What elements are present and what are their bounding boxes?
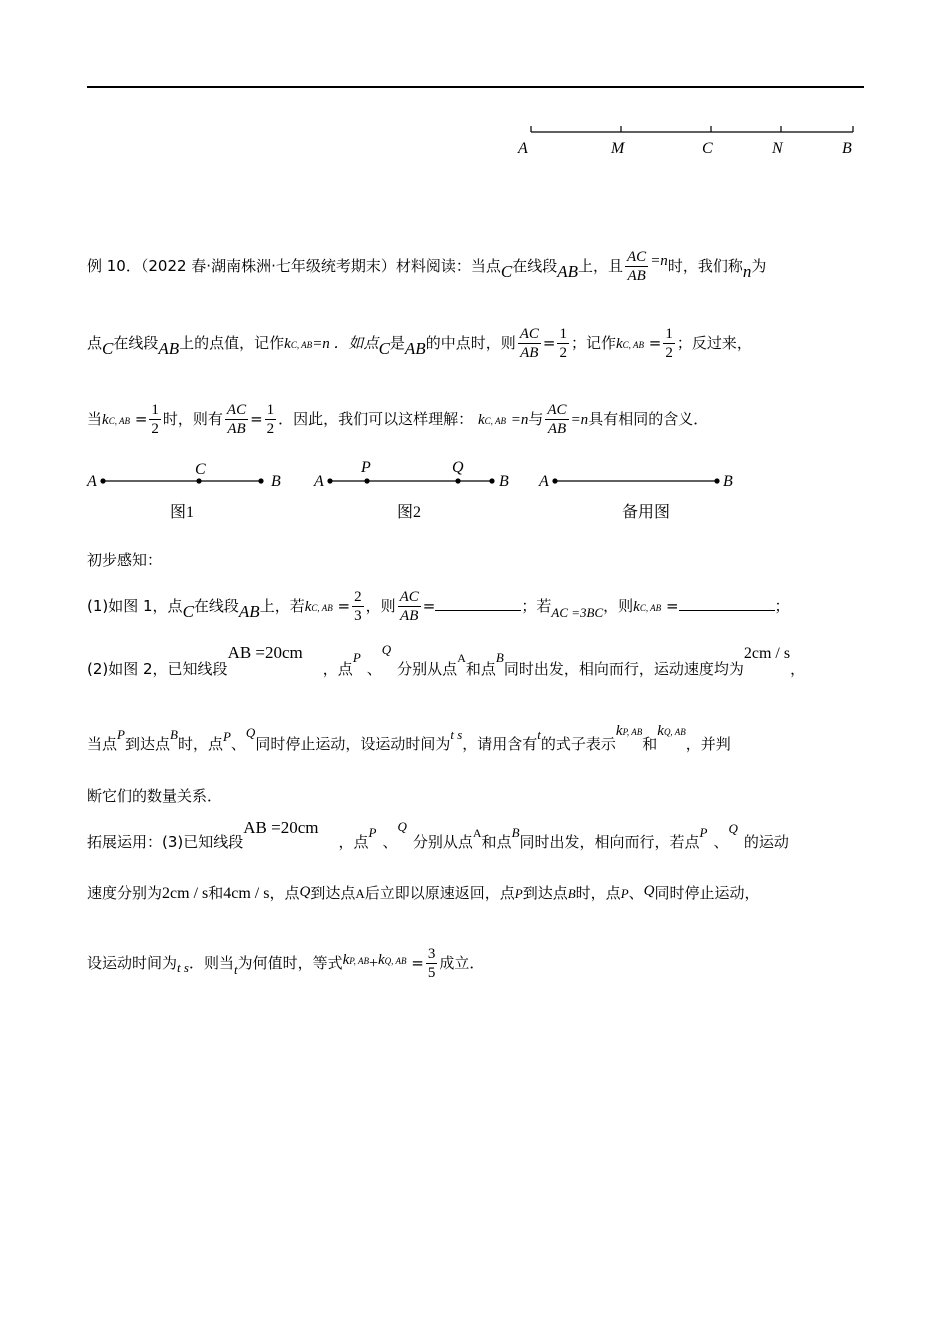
section-initial: 初步感知： (87, 551, 163, 569)
question-2-line-3: 断它们的数量关系． (87, 787, 223, 805)
example-line-2: 点C在线段AB上的点值，记作kC, AB=n ．如点C是AB的中点时，则 $\frac{AC}{AB}$ = $\frac{1}{2}$ ；记作kC, AB = $\frac{1}{2}$ ；反过来， (87, 326, 752, 361)
svg-text:A: A (314, 473, 324, 490)
figure-2-caption: 图2 (397, 504, 422, 521)
svg-text:Q: Q (452, 459, 464, 476)
figure-2 (313, 459, 509, 521)
svg-text:P: P (361, 459, 371, 476)
answer-blank-1[interactable] (435, 610, 521, 611)
point-label-n: N (772, 140, 783, 157)
point-label-m: M (611, 140, 625, 157)
point-label-a: A (518, 140, 528, 157)
header-rule (87, 86, 864, 88)
figure-spare-caption: 备用图 (622, 504, 671, 521)
question-2-line-2: 当点P到达点B时，点P、Q同时停止运动，设运动时间为t s，请用含有t的式子表示kP, AB和kQ, AB，并判 (87, 723, 731, 753)
example-number: 例 10． (87, 257, 141, 275)
segment-figures (85, 455, 785, 530)
point-label-b: B (842, 140, 852, 157)
top-number-line-figure (510, 120, 870, 162)
svg-text:B: B (499, 473, 509, 490)
figure-spare (538, 473, 733, 521)
example-line-1: 例 10．（2022 春·湖南株洲·七年级统考期末）材料阅读：当点C在线段AB上，且 $\frac{AC}{AB}$ =n时，我们称n为 (87, 249, 767, 284)
svg-text:C: C (195, 461, 206, 478)
answer-blank-2[interactable] (679, 610, 775, 611)
question-3-line-3: 设运动时间为t s．则当t为何值时，等式kP, AB+kQ, AB = $\frac{3}{5}$ 成立． (87, 946, 485, 981)
svg-text:B: B (723, 473, 733, 490)
figure-1 (86, 461, 281, 521)
question-1: (1)如图 1，点C在线段AB上，若kC, AB = $\frac{2}{3}$ ，则 $\frac{AC}{AB}$ = ；若AC =3BC，则kC, AB = ； (87, 589, 790, 624)
question-2-line-1: (2)如图 2，已知线段AB =20cm，点P、Q分别从点$^A$和点B同时出发，相向而行，运动速度均为2cm / s， (87, 642, 806, 678)
point-label-c: C (702, 140, 713, 157)
figure-1-caption: 图1 (170, 504, 195, 521)
example-line-3: 当kC, AB = $\frac{1}{2}$ 时，则有 $\frac{AC}{AB}$ = $\frac{1}{2}$ ．因此，我们可以这样理解： kC, AB =n与 $\frac{AC}{AB}$ =n具有相同的含义． (87, 402, 709, 437)
question-3-line-1: 拓展运用：(3)已知线段AB =20cm，点P、Q分别从点$^A$和点B同时出发，相向而行，若点P、Q的运动 (87, 818, 789, 851)
svg-text:A: A (539, 473, 549, 490)
example-source: （2022 春·湖南株洲·七年级统考期末） (140, 257, 396, 275)
svg-text:A: A (87, 473, 97, 490)
question-3-line-2: 速度分别为2cm / s和4cm / s，点Q到达点A后立即以原速返回，点P到达点B时，点P、Q同时停止运动， (87, 883, 760, 902)
svg-text:B: B (271, 473, 281, 490)
